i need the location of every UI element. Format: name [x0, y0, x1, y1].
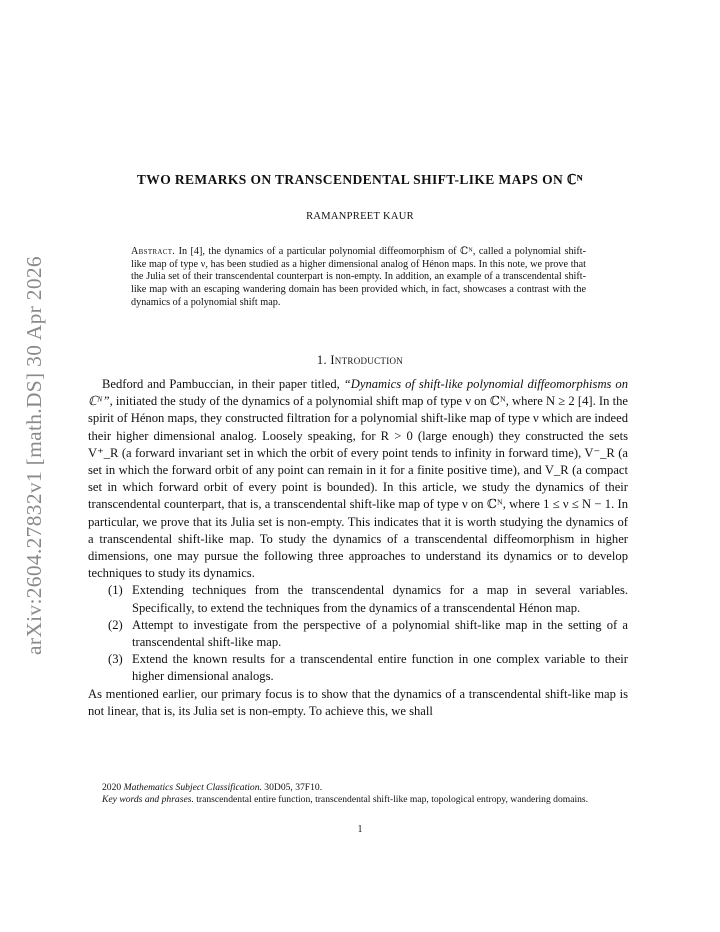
msc-label: Mathematics Subject Classification.	[123, 782, 262, 793]
list-item-number: (1)	[108, 583, 123, 598]
abstract	[131, 246, 586, 310]
list-item-text: Extending techniques from the transcendental dynamics for a map in several variables. Specifically, to extend the techniques from the dynamics of a transcendental Hénon map.	[132, 583, 628, 615]
footnotes	[88, 782, 628, 806]
keywords-footnote	[88, 794, 628, 806]
arxiv-identifier-text: arXiv:2604.27832v1 [math.DS] 30 Apr 2026	[21, 255, 46, 655]
intro-rest: , initiated the study of the dynamics of a polynomial shift map of type ν on ℂᴺ, where N ≥ 2 [4]. In the spirit of Hénon maps, they constructed filtration for a polynomial shift-like map of type ν which are indeed their higher dimensional analog. Loosely speaking, for R > 0 (large enough) they constructed the sets V⁺_R (a forward invariant set in which the orbit of every point tends to infinity in forward time), V⁻_R (a set in which the forward orbit of any point can remain in it for a finite positive time), and V_R (a compact set in which forward orbit of every point is bounded). In this article, we study the dynamics of their transcendental counterpart, that is, a transcendental shift-like map of type ν on ℂᴺ, where 1 ≤ ν ≤ N − 1. In particular, we prove that its Julia set is non-empty. This indicates that it is worth studying the dynamics of a transcendental shift-like map. To study the dynamics of a transcendental diffeomorphism in higher dimensions, one may pursue the following three approaches to understand its dynamics or to develop techniques to study its dynamics.	[88, 394, 628, 581]
msc-footnote	[88, 782, 628, 794]
section-number: 1.	[316, 353, 327, 367]
body-text	[88, 376, 628, 720]
keywords-label: Key words and phrases.	[102, 794, 194, 806]
keywords-text: transcendental entire function, transcendental shift-like map, topological entropy, wandering domains.	[196, 794, 589, 806]
abstract-text: In [4], the dynamics of a particular polynomial diffeomorphism of ℂᴺ, called a polynomial shift-like map of type ν, has been studied as a higher dimensional analog of Hénon maps. In this note, we prove that the Julia set of their transcendental counterpart is non-empty. In addition, an example of a transcendental shift-like map with an escaping wandering domain has been provided which, in fact, showcases a contrast with the dynamics of a polynomial shift map.	[131, 246, 587, 308]
list-item	[88, 651, 628, 685]
list-item-number: (2)	[108, 617, 123, 632]
intro-start: Bedford and Pambuccian, in their paper titled,	[102, 377, 340, 391]
closing-paragraph: As mentioned earlier, our primary focus is to show that the dynamics of a transcendental shift-like map is not linear, that is, its Julia set is non-empty. To achieve this, we shall	[88, 686, 628, 718]
msc-year: 2020	[102, 782, 122, 793]
paper-author: RAMANPREET KAUR	[306, 211, 414, 222]
msc-codes: 30D05, 37F10.	[264, 782, 323, 793]
approaches-list	[88, 582, 628, 685]
arxiv-identifier-stamp	[14, 255, 54, 655]
page-number: 1	[357, 824, 363, 835]
list-item	[88, 582, 628, 616]
list-item	[88, 617, 628, 651]
list-item-text: Attempt to investigate from the perspective of a polynomial shift-like map in the setting of a transcendental shift-like map.	[132, 617, 628, 650]
cited-paper-title: “Dynamics of shift-like polynomial diffeomorphisms on ℂᴺ”	[88, 377, 628, 409]
section-heading	[0, 353, 720, 368]
intro-paragraph	[88, 376, 628, 582]
list-item-number: (3)	[108, 652, 123, 667]
paper-title: TWO REMARKS ON TRANSCENDENTAL SHIFT-LIKE MAPS ON ℂᴺ	[136, 172, 584, 187]
abstract-heading: Abstract.	[131, 246, 176, 257]
list-item-text: Extend the known results for a transcendental entire function in one complex variable to their higher dimensional analogs.	[132, 652, 628, 684]
section-title: Introduction	[330, 353, 404, 367]
